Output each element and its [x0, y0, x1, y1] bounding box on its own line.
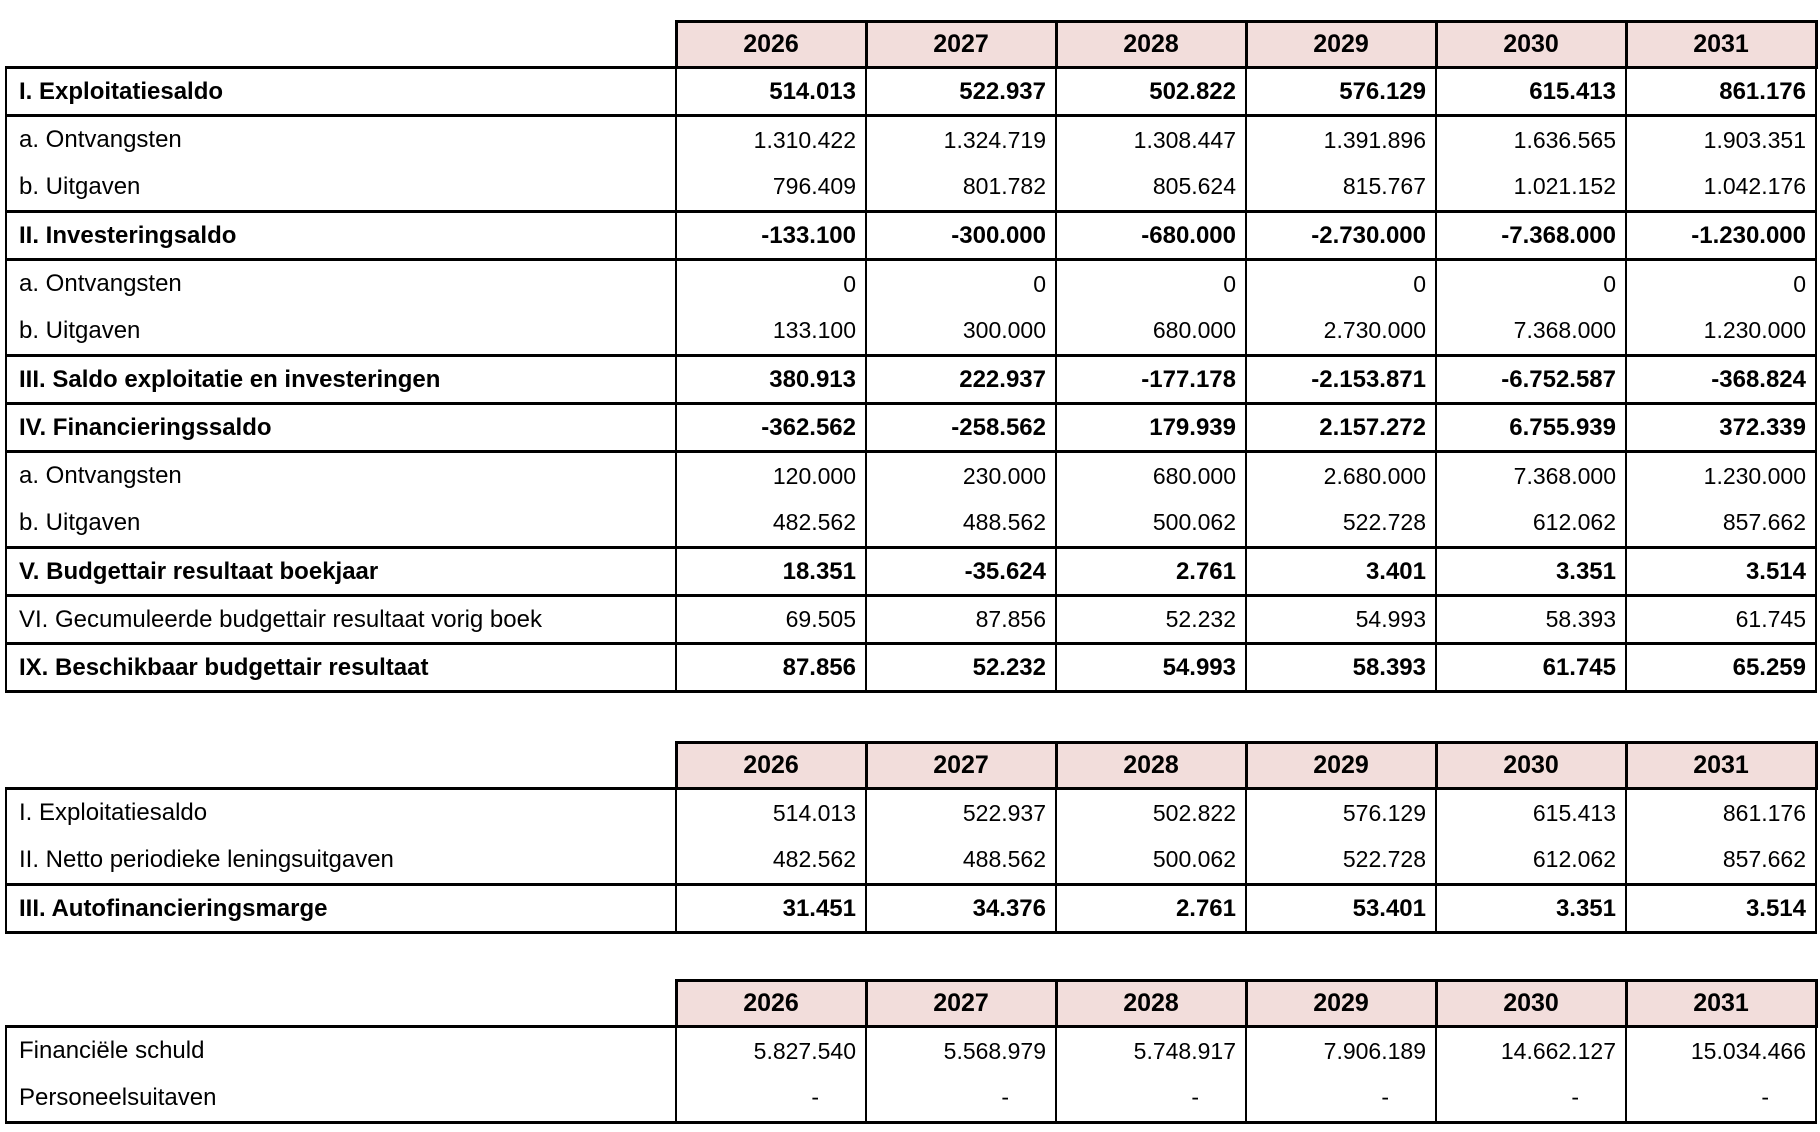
value-cell: 1.636.565 [1436, 116, 1626, 164]
value-cell: 52.232 [866, 644, 1056, 692]
value-cell: - [1626, 1075, 1816, 1123]
year-header-cell: 2031 [1626, 22, 1816, 68]
value-cell: -368.824 [1626, 356, 1816, 404]
value-cell: 1.308.447 [1056, 116, 1246, 164]
value-cell: 2.680.000 [1246, 452, 1436, 500]
value-cell: 3.514 [1626, 885, 1816, 933]
value-cell: 1.324.719 [866, 116, 1056, 164]
table-row [6, 500, 1816, 548]
value-cell: 7.368.000 [1436, 452, 1626, 500]
value-cell: -680.000 [1056, 212, 1246, 260]
table-row [6, 116, 1816, 164]
value-cell: 2.730.000 [1246, 308, 1436, 356]
row-label: III. Autofinancieringsmarge [6, 885, 676, 933]
row-label: II. Netto periodieke leningsuitgaven [6, 837, 676, 885]
row-label: a. Ontvangsten [6, 260, 676, 308]
value-cell: 380.913 [676, 356, 866, 404]
value-cell: 857.662 [1626, 500, 1816, 548]
value-cell: 612.062 [1436, 837, 1626, 885]
value-cell: 87.856 [866, 596, 1056, 644]
year-header-cell: 2027 [866, 981, 1056, 1027]
table-row [6, 548, 1816, 596]
value-cell: 31.451 [676, 885, 866, 933]
year-header-cell: 2026 [676, 22, 866, 68]
row-label: I. Exploitatiesaldo [6, 68, 676, 116]
value-cell: 133.100 [676, 308, 866, 356]
value-cell: 500.062 [1056, 500, 1246, 548]
value-cell: 54.993 [1056, 644, 1246, 692]
table-row [6, 452, 1816, 500]
value-cell: 34.376 [866, 885, 1056, 933]
value-cell: 5.568.979 [866, 1027, 1056, 1075]
value-cell: 522.937 [866, 789, 1056, 837]
value-cell: 680.000 [1056, 452, 1246, 500]
value-cell: -7.368.000 [1436, 212, 1626, 260]
value-cell: -35.624 [866, 548, 1056, 596]
value-cell: 2.761 [1056, 885, 1246, 933]
table-row [6, 837, 1816, 885]
value-cell: 3.351 [1436, 885, 1626, 933]
value-cell: 502.822 [1056, 68, 1246, 116]
value-cell: 300.000 [866, 308, 1056, 356]
value-cell: 482.562 [676, 837, 866, 885]
value-cell: -362.562 [676, 404, 866, 452]
value-cell: -177.178 [1056, 356, 1246, 404]
value-cell: 53.401 [1246, 885, 1436, 933]
value-cell: 576.129 [1246, 789, 1436, 837]
value-cell: 0 [1626, 260, 1816, 308]
budget-result-table [5, 20, 1818, 693]
value-cell: 54.993 [1246, 596, 1436, 644]
year-header-cell: 2027 [866, 22, 1056, 68]
value-cell: 14.662.127 [1436, 1027, 1626, 1075]
row-label: b. Uitgaven [6, 164, 676, 212]
value-cell: 3.514 [1626, 548, 1816, 596]
value-cell: 1.391.896 [1246, 116, 1436, 164]
table-row [6, 308, 1816, 356]
value-cell: - [676, 1075, 866, 1123]
value-cell: -6.752.587 [1436, 356, 1626, 404]
value-cell: 1.021.152 [1436, 164, 1626, 212]
value-cell: -258.562 [866, 404, 1056, 452]
value-cell: 222.937 [866, 356, 1056, 404]
year-header-cell: 2030 [1436, 743, 1626, 789]
value-cell: 6.755.939 [1436, 404, 1626, 452]
value-cell: 615.413 [1436, 68, 1626, 116]
row-label: b. Uitgaven [6, 308, 676, 356]
table-row [6, 404, 1816, 452]
value-cell: 482.562 [676, 500, 866, 548]
value-cell: 615.413 [1436, 789, 1626, 837]
value-cell: - [1056, 1075, 1246, 1123]
table-row [6, 789, 1816, 837]
value-cell: 372.339 [1626, 404, 1816, 452]
value-cell: -2.730.000 [1246, 212, 1436, 260]
value-cell: 3.401 [1246, 548, 1436, 596]
value-cell: 65.259 [1626, 644, 1816, 692]
value-cell: 18.351 [676, 548, 866, 596]
row-label: IX. Beschikbaar budgettair resultaat [6, 644, 676, 692]
row-label: a. Ontvangsten [6, 116, 676, 164]
year-header-row [6, 743, 1816, 789]
value-cell: -1.230.000 [1626, 212, 1816, 260]
table-row [6, 260, 1816, 308]
value-cell: - [866, 1075, 1056, 1123]
value-cell: 815.767 [1246, 164, 1436, 212]
value-cell: 488.562 [866, 837, 1056, 885]
year-header-cell: 2027 [866, 743, 1056, 789]
value-cell: 1.042.176 [1626, 164, 1816, 212]
value-cell: 69.505 [676, 596, 866, 644]
table-row [6, 212, 1816, 260]
value-cell: 680.000 [1056, 308, 1246, 356]
year-header-cell: 2030 [1436, 22, 1626, 68]
corner-cell [6, 22, 676, 68]
year-header-cell: 2029 [1246, 743, 1436, 789]
year-header-row [6, 981, 1816, 1027]
value-cell: 1.230.000 [1626, 308, 1816, 356]
year-header-cell: 2031 [1626, 981, 1816, 1027]
year-header-cell: 2031 [1626, 743, 1816, 789]
value-cell: 0 [866, 260, 1056, 308]
value-cell: 7.368.000 [1436, 308, 1626, 356]
value-cell: 0 [1436, 260, 1626, 308]
value-cell: 61.745 [1626, 596, 1816, 644]
value-cell: 1.903.351 [1626, 116, 1816, 164]
value-cell: 522.937 [866, 68, 1056, 116]
value-cell: 179.939 [1056, 404, 1246, 452]
corner-cell [6, 743, 676, 789]
year-header-cell: 2030 [1436, 981, 1626, 1027]
financial-debt-table [5, 979, 1818, 1124]
year-header-cell: 2026 [676, 981, 866, 1027]
row-label: Personeelsuitaven [6, 1075, 676, 1123]
value-cell: 2.157.272 [1246, 404, 1436, 452]
table-row [6, 644, 1816, 692]
row-label: I. Exploitatiesaldo [6, 789, 676, 837]
autofinancing-margin-table [5, 741, 1818, 934]
value-cell: 805.624 [1056, 164, 1246, 212]
year-header-cell: 2028 [1056, 22, 1246, 68]
value-cell: 861.176 [1626, 68, 1816, 116]
value-cell: 58.393 [1246, 644, 1436, 692]
value-cell: 5.827.540 [676, 1027, 866, 1075]
table-row [6, 356, 1816, 404]
value-cell: 15.034.466 [1626, 1027, 1816, 1075]
row-label: Financiële schuld [6, 1027, 676, 1075]
row-label: b. Uitgaven [6, 500, 676, 548]
value-cell: 514.013 [676, 68, 866, 116]
value-cell: 0 [676, 260, 866, 308]
value-cell: 87.856 [676, 644, 866, 692]
value-cell: 861.176 [1626, 789, 1816, 837]
value-cell: 1.310.422 [676, 116, 866, 164]
value-cell: 1.230.000 [1626, 452, 1816, 500]
table-row [6, 68, 1816, 116]
value-cell: -2.153.871 [1246, 356, 1436, 404]
value-cell: 522.728 [1246, 500, 1436, 548]
value-cell: 120.000 [676, 452, 866, 500]
value-cell: 801.782 [866, 164, 1056, 212]
value-cell: 522.728 [1246, 837, 1436, 885]
year-header-row [6, 22, 1816, 68]
row-label: IV. Financieringssaldo [6, 404, 676, 452]
row-label: V. Budgettair resultaat boekjaar [6, 548, 676, 596]
table-row [6, 596, 1816, 644]
value-cell: 230.000 [866, 452, 1056, 500]
value-cell: - [1246, 1075, 1436, 1123]
value-cell: 61.745 [1436, 644, 1626, 692]
year-header-cell: 2028 [1056, 743, 1246, 789]
year-header-cell: 2029 [1246, 981, 1436, 1027]
corner-cell [6, 981, 676, 1027]
value-cell: 7.906.189 [1246, 1027, 1436, 1075]
table-row [6, 1075, 1816, 1123]
value-cell: 0 [1246, 260, 1436, 308]
year-header-cell: 2028 [1056, 981, 1246, 1027]
value-cell: 502.822 [1056, 789, 1246, 837]
row-label: VI. Gecumuleerde budgettair resultaat vorig boek [6, 596, 676, 644]
table-row [6, 1027, 1816, 1075]
value-cell: 488.562 [866, 500, 1056, 548]
value-cell: 796.409 [676, 164, 866, 212]
value-cell: 52.232 [1056, 596, 1246, 644]
value-cell: 576.129 [1246, 68, 1436, 116]
value-cell: 514.013 [676, 789, 866, 837]
value-cell: -300.000 [866, 212, 1056, 260]
value-cell: 2.761 [1056, 548, 1246, 596]
row-label: II. Investeringsaldo [6, 212, 676, 260]
value-cell: -133.100 [676, 212, 866, 260]
row-label: a. Ontvangsten [6, 452, 676, 500]
table-row [6, 885, 1816, 933]
value-cell: 58.393 [1436, 596, 1626, 644]
value-cell: 3.351 [1436, 548, 1626, 596]
table-row [6, 164, 1816, 212]
year-header-cell: 2026 [676, 743, 866, 789]
value-cell: 612.062 [1436, 500, 1626, 548]
value-cell: 5.748.917 [1056, 1027, 1246, 1075]
row-label: III. Saldo exploitatie en investeringen [6, 356, 676, 404]
value-cell: 0 [1056, 260, 1246, 308]
value-cell: 857.662 [1626, 837, 1816, 885]
year-header-cell: 2029 [1246, 22, 1436, 68]
value-cell: - [1436, 1075, 1626, 1123]
value-cell: 500.062 [1056, 837, 1246, 885]
